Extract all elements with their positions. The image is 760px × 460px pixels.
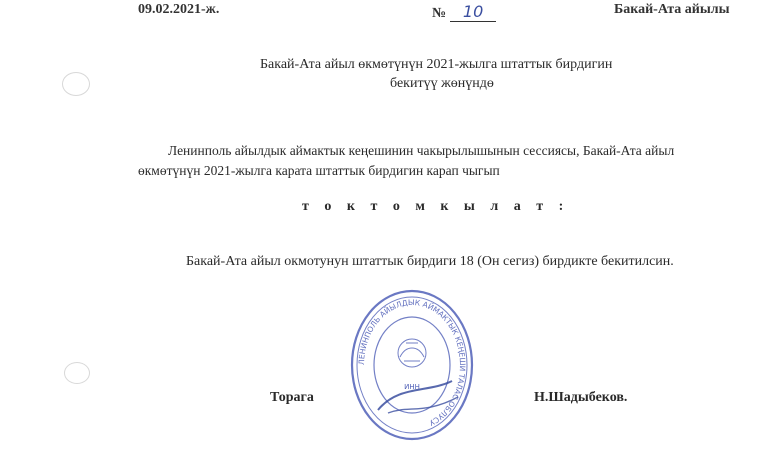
signature-role: Торага (270, 390, 314, 405)
punch-hole (62, 72, 90, 96)
preamble-line-2: өкмөтүнүн 2021-жылга карата штаттык бирдигин карап чыгып (138, 163, 500, 178)
decree-heading: т о к т о м к ы л а т : (302, 199, 570, 214)
stamp-inn-label: ИНН (404, 383, 420, 391)
preamble-line-1: Ленинполь айылдык аймактык кеңешинин чакырылышынын сессиясы, Бакай-Ата айыл (168, 143, 675, 158)
document-number (432, 2, 496, 22)
number-value: 10 (450, 2, 496, 22)
punch-hole (64, 362, 90, 384)
stamp-ring-text: ЛЕНИНПОЛЬ АЙЫЛДЫК АЙМАКТЫК КЕҢЕШИ ТАЛАС ОБЛУСУ (356, 297, 468, 428)
document-title-line-1: Бакай-Ата айыл өкмөтүнүн 2021-жылга штаттык бирдигин (260, 57, 613, 72)
document-place: Бакай-Ата айылы (614, 2, 730, 17)
number-sign: № (432, 6, 447, 21)
signatory-name: Н.Шадыбеков. (534, 390, 628, 405)
document-date: 09.02.2021-ж. (138, 2, 220, 17)
decision-text: Бакай-Ата айыл окмотунун штаттык бирдиги 18 (Он сегиз) бирдикте бекитилсин. (186, 254, 674, 269)
document-title-line-2: бекитүү жөнүндө (390, 76, 494, 91)
official-stamp-seal (348, 285, 476, 445)
